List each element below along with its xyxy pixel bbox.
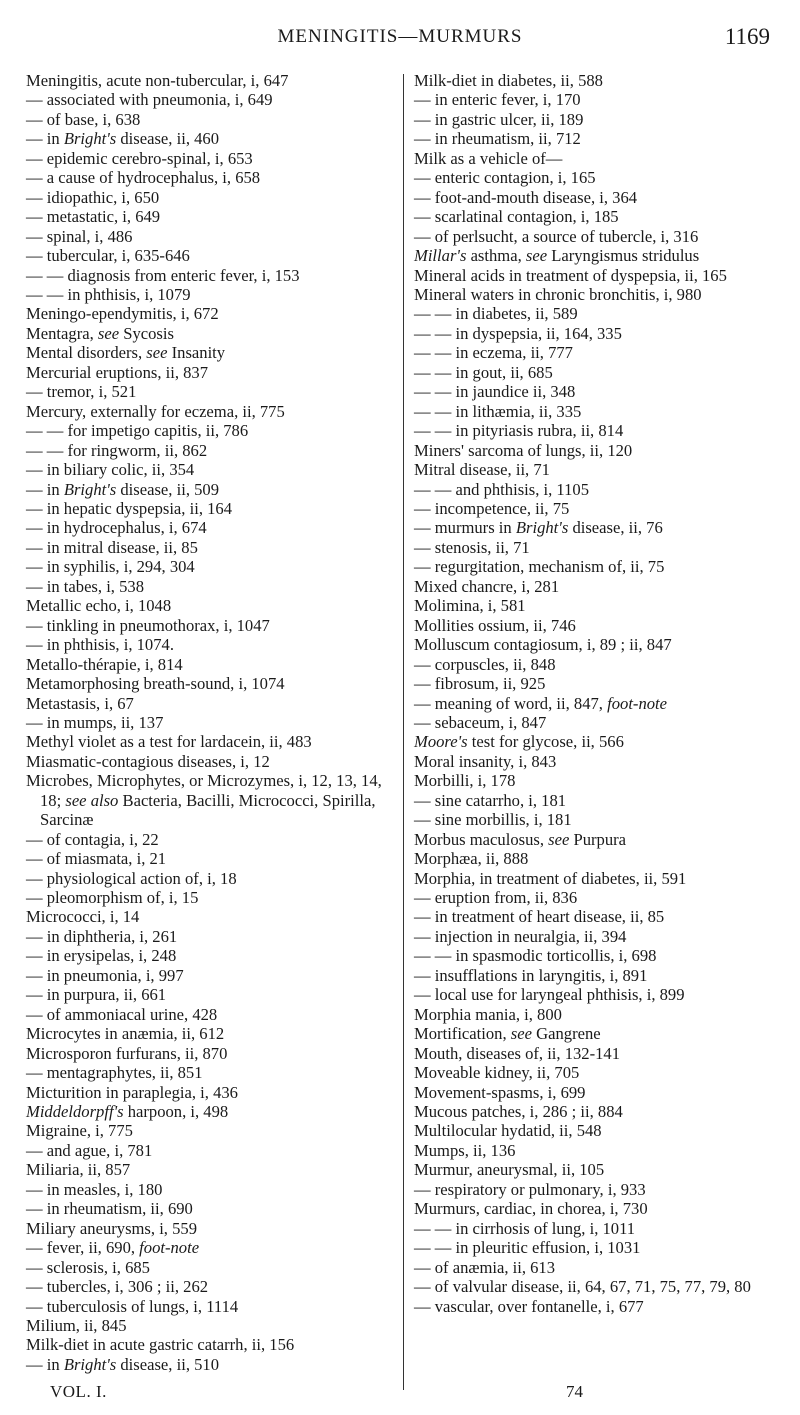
index-entry: — pleomorphism of, i, 15 xyxy=(26,888,199,908)
index-entry: — eruption from, ii, 836 xyxy=(414,888,578,908)
index-entry: Mortification, see Gangrene xyxy=(414,1024,601,1044)
index-entry: — regurgitation, mechanism of, ii, 75 xyxy=(414,557,665,577)
index-entry: — in phthisis, i, 1074. xyxy=(26,635,174,655)
index-entry: — meaning of word, ii, 847, foot-note xyxy=(414,693,668,713)
index-entry: — fibrosum, ii, 925 xyxy=(414,674,546,694)
index-entry: Murmurs, cardiac, in chorea, i, 730 xyxy=(414,1199,648,1219)
index-entry: — sine morbillis, i, 181 xyxy=(414,810,572,830)
index-entry: — — and phthisis, i, 1105 xyxy=(414,479,590,499)
index-entry: Mouth, diseases of, ii, 132-141 xyxy=(414,1043,621,1063)
index-entry: — — in dyspepsia, ii, 164, 335 xyxy=(414,323,622,343)
index-entry: — — for impetigo capitis, ii, 786 xyxy=(26,421,249,441)
index-entry: Millar's asthma, see Laryngismus stridulus xyxy=(414,246,700,266)
index-column-right xyxy=(414,71,790,1316)
index-entry: — associated with pneumonia, i, 649 xyxy=(26,90,273,110)
index-entry: Mercurial eruptions, ii, 837 xyxy=(26,362,209,382)
index-entry: Miasmatic-contagious diseases, i, 12 xyxy=(26,751,270,771)
index-entry: Milk-diet in acute gastric catarrh, ii, 156 xyxy=(26,1335,295,1355)
index-entry: — fever, ii, 690, foot-note xyxy=(26,1238,200,1258)
index-entry: — epidemic cerebro-spinal, i, 653 xyxy=(26,148,253,168)
index-entry: — in gastric ulcer, ii, 189 xyxy=(414,109,584,129)
index-entry: — of valvular disease, ii, 64, 67, 71, 75, 77, 79, 80 xyxy=(414,1277,751,1297)
index-entry: Micturition in paraplegia, i, 436 xyxy=(26,1082,238,1102)
index-entry: — of base, i, 638 xyxy=(26,109,141,129)
index-entry: — in tabes, i, 538 xyxy=(26,576,144,596)
index-entry: Micrococci, i, 14 xyxy=(26,907,140,927)
index-entry: Molimina, i, 581 xyxy=(414,596,526,616)
index-entry: — in Bright's disease, ii, 509 xyxy=(26,479,220,499)
index-entry: — in purpura, ii, 661 xyxy=(26,985,167,1005)
index-entry: — in treatment of heart disease, ii, 85 xyxy=(414,907,665,927)
index-entry: Mucous patches, i, 286 ; ii, 884 xyxy=(414,1102,623,1122)
index-entry: — sine catarrho, i, 181 xyxy=(414,790,567,810)
index-entry: — in mumps, ii, 137 xyxy=(26,712,164,732)
index-entry: Metastasis, i, 67 xyxy=(26,693,134,713)
index-entry: Mixed chancre, i, 281 xyxy=(414,576,560,596)
index-entry: — sebaceum, i, 847 xyxy=(414,712,547,732)
index-entry: — stenosis, ii, 71 xyxy=(414,537,530,557)
index-entry: Mental disorders, see Insanity xyxy=(26,343,226,363)
signature-mark: 74 xyxy=(566,1382,583,1401)
index-entry: — in enteric fever, i, 170 xyxy=(414,90,581,110)
index-entry: — tinkling in pneumothorax, i, 1047 xyxy=(26,615,270,635)
index-entry: — sclerosis, i, 685 xyxy=(26,1257,150,1277)
index-entry: — — in eczema, ii, 777 xyxy=(414,343,573,363)
index-entry: Metamorphosing breath-sound, i, 1074 xyxy=(26,674,285,694)
index-entry: Morphia, in treatment of diabetes, ii, 591 xyxy=(414,868,687,888)
index-entry: Milk-diet in diabetes, ii, 588 xyxy=(414,71,603,90)
index-entry: — of ammoniacal urine, 428 xyxy=(26,1004,218,1024)
index-entry: Miliary aneurysms, i, 559 xyxy=(26,1218,197,1238)
index-entry: — in mitral disease, ii, 85 xyxy=(26,537,198,557)
index-entry: — — in diabetes, ii, 589 xyxy=(414,304,578,324)
index-entry: Miliaria, ii, 857 xyxy=(26,1160,131,1180)
index-entry: — injection in neuralgia, ii, 394 xyxy=(414,926,627,946)
index-entry: Milium, ii, 845 xyxy=(26,1316,127,1335)
index-entry: Mumps, ii, 136 xyxy=(414,1140,516,1160)
index-entry: Mentagra, see Sycosis xyxy=(26,323,174,343)
index-entry: Moral insanity, i, 843 xyxy=(414,751,557,771)
index-entry: — and ague, i, 781 xyxy=(26,1140,153,1160)
index-entry: — in biliary colic, ii, 354 xyxy=(26,460,195,480)
index-entry: Methyl violet as a test for lardacein, ii, 483 xyxy=(26,732,312,752)
index-entry: Mollities ossium, ii, 746 xyxy=(414,615,576,635)
index-entry: — a cause of hydrocephalus, i, 658 xyxy=(26,168,261,188)
index-entry: — in rheumatism, ii, 690 xyxy=(26,1199,193,1219)
page-header xyxy=(0,26,800,66)
index-entry: — insufflations in laryngitis, i, 891 xyxy=(414,965,648,985)
index-entry: — mentagraphytes, ii, 851 xyxy=(26,1063,203,1083)
index-entry: — in diphtheria, i, 261 xyxy=(26,926,178,946)
index-entry: Moore's test for glycose, ii, 566 xyxy=(414,732,624,752)
index-entry: — tubercular, i, 635-646 xyxy=(26,246,190,266)
index-entry: Middeldorpff's harpoon, i, 498 xyxy=(26,1102,229,1122)
index-entry: — incompetence, ii, 75 xyxy=(414,498,570,518)
index-entry: — in Bright's disease, ii, 510 xyxy=(26,1354,220,1374)
index-entry: — in syphilis, i, 294, 304 xyxy=(26,557,195,577)
index-entry: — tubercles, i, 306 ; ii, 262 xyxy=(26,1277,209,1297)
index-entry: Multilocular hydatid, ii, 548 xyxy=(414,1121,602,1141)
index-entry: Morbus maculosus, see Purpura xyxy=(414,829,627,849)
index-entry: — — in spasmodic torticollis, i, 698 xyxy=(414,946,657,966)
index-column-left xyxy=(26,71,396,1374)
index-entry: — — in jaundice ii, 348 xyxy=(414,382,576,402)
index-entry: Microsporon furfurans, ii, 870 xyxy=(26,1043,228,1063)
index-entry: — tuberculosis of lungs, i, 1114 xyxy=(26,1296,239,1316)
index-entry: Meningo-ependymitis, i, 672 xyxy=(26,304,219,324)
index-entry: Morphæa, ii, 888 xyxy=(414,849,529,869)
index-entry: — of contagia, i, 22 xyxy=(26,829,159,849)
index-entry: — spinal, i, 486 xyxy=(26,226,133,246)
index-entry: — — in cirrhosis of lung, i, 1011 xyxy=(414,1218,636,1238)
index-entry: Microcytes in anæmia, ii, 612 xyxy=(26,1024,225,1044)
index-entry: — in hepatic dyspepsia, ii, 164 xyxy=(26,498,233,518)
index-entry: — murmurs in Bright's disease, ii, 76 xyxy=(414,518,663,538)
index-entry: Movement-spasms, i, 699 xyxy=(414,1082,586,1102)
running-head: MENINGITIS—MURMURS xyxy=(277,26,523,47)
index-entry: — respiratory or pulmonary, i, 933 xyxy=(414,1179,646,1199)
index-entry: — — in phthisis, i, 1079 xyxy=(26,284,191,304)
index-entry: Metallic echo, i, 1048 xyxy=(26,596,172,616)
index-entry: — — in lithæmia, ii, 335 xyxy=(414,401,582,421)
index-entry: — — in pityriasis rubra, ii, 814 xyxy=(414,421,624,441)
index-entry: — in pneumonia, i, 997 xyxy=(26,965,184,985)
index-entry: Morbilli, i, 178 xyxy=(414,771,516,791)
index-entry: — physiological action of, i, 18 xyxy=(26,868,237,888)
index-entry: Morphia mania, i, 800 xyxy=(414,1004,562,1024)
index-entry: — local use for laryngeal phthisis, i, 899 xyxy=(414,985,685,1005)
volume-label: VOL. I. xyxy=(50,1382,107,1401)
index-entry: Microbes, Microphytes, or Microzymes, i, 12, 13, 14, 18; see also Bacteria, Bacilli, Micrococci, Spirilla, Sarcinæ xyxy=(26,771,382,830)
index-entry: — — in gout, ii, 685 xyxy=(414,362,553,382)
index-entry: — — in pleuritic effusion, i, 1031 xyxy=(414,1238,641,1258)
index-entry: — scarlatinal contagion, i, 185 xyxy=(414,207,619,227)
index-entry: — metastatic, i, 649 xyxy=(26,207,161,227)
index-entry: Miners' sarcoma of lungs, ii, 120 xyxy=(414,440,633,460)
index-entry: — — diagnosis from enteric fever, i, 153 xyxy=(26,265,300,285)
index-entry: — of anæmia, ii, 613 xyxy=(414,1257,556,1277)
index-entry: — in measles, i, 180 xyxy=(26,1179,163,1199)
index-entry: Mineral acids in treatment of dyspepsia, ii, 165 xyxy=(414,265,727,285)
index-entry: Meningitis, acute non-tubercular, i, 647 xyxy=(26,71,289,90)
index-entry: Moveable kidney, ii, 705 xyxy=(414,1063,580,1083)
page-number: 1169 xyxy=(724,24,770,49)
index-entry: Molluscum contagiosum, i, 89 ; ii, 847 xyxy=(414,635,672,655)
index-entry: Metallo-thérapie, i, 814 xyxy=(26,654,183,674)
index-entry: — vascular, over fontanelle, i, 677 xyxy=(414,1296,644,1316)
index-entry: — of perlsucht, a source of tubercle, i, 316 xyxy=(414,226,699,246)
index-entry: — tremor, i, 521 xyxy=(26,382,137,402)
index-entry: — — for ringworm, ii, 862 xyxy=(26,440,208,460)
index-entry: Murmur, aneurysmal, ii, 105 xyxy=(414,1160,605,1180)
index-entry: — in erysipelas, i, 248 xyxy=(26,946,177,966)
index-entry: — foot-and-mouth disease, i, 364 xyxy=(414,187,638,207)
column-divider xyxy=(403,74,404,1390)
index-entry: — of miasmata, i, 21 xyxy=(26,849,167,869)
index-entry: — in Bright's disease, ii, 460 xyxy=(26,129,220,149)
index-entry: — in hydrocephalus, i, 674 xyxy=(26,518,207,538)
index-entry: Mitral disease, ii, 71 xyxy=(414,460,550,480)
index-entry: — enteric contagion, i, 165 xyxy=(414,168,596,188)
index-entry: Mineral waters in chronic bronchitis, i, 980 xyxy=(414,284,702,304)
index-entry: — idiopathic, i, 650 xyxy=(26,187,160,207)
index-entry: Mercury, externally for eczema, ii, 775 xyxy=(26,401,285,421)
index-entry: Milk as a vehicle of— xyxy=(414,148,563,168)
index-entry: — corpuscles, ii, 848 xyxy=(414,654,556,674)
index-entry: Migraine, i, 775 xyxy=(26,1121,133,1141)
index-entry: — in rheumatism, ii, 712 xyxy=(414,129,581,149)
